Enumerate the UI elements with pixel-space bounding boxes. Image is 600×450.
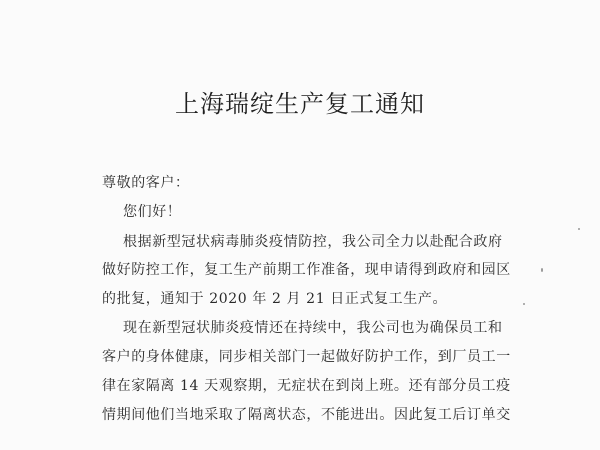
scan-speck (578, 228, 580, 230)
paragraph-2-line: 律在家隔离 14 天观察期，无症状在到岗上班。还有部分员工疫 (102, 378, 511, 394)
greeting: 您们好！ (123, 204, 182, 220)
scan-speck (523, 303, 525, 305)
salutation: 尊敬的客户： (102, 175, 190, 191)
paragraph-2-line: 现在新型冠状肺炎疫情还在持续中，我公司也为确保员工和 (123, 320, 503, 336)
paragraph-2-line: 客户的身体健康，同步相关部门一起做好防护工作，到厂员工一 (102, 349, 511, 365)
paragraph-1-line: 的批复，通知于 2020 年 2 月 21 日正式复工生产。 (102, 291, 448, 307)
paragraph-1-line: 做好防控工作，复工生产前期工作准备，现申请得到政府和园区 (102, 262, 511, 278)
paragraph-1-line: 根据新型冠状病毒肺炎疫情防控，我公司全力以赴配合政府 (123, 234, 503, 250)
scan-speck (541, 268, 543, 272)
paragraph-2-line: 情期间他们当地采取了隔离状态，不能进出。因此复工后订单交 (102, 407, 511, 423)
document-title: 上海瑞绽生产复工通知 (175, 90, 425, 118)
